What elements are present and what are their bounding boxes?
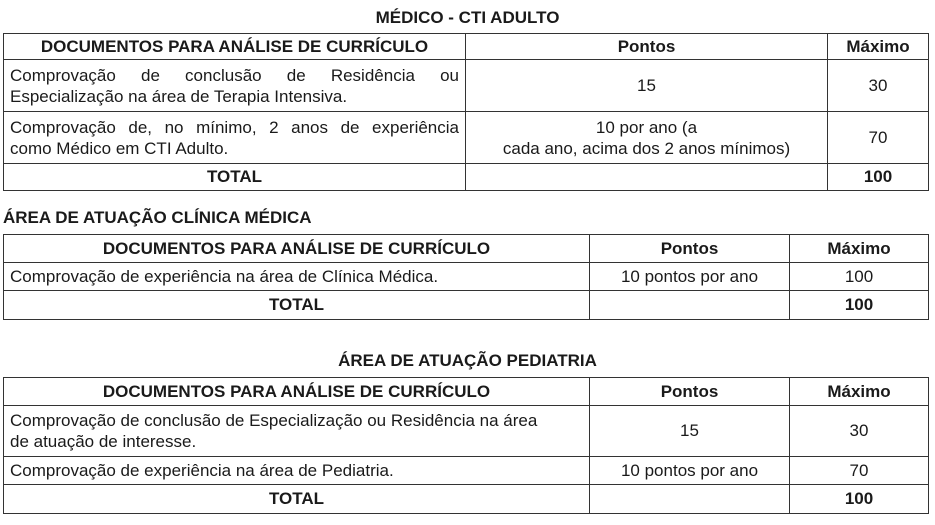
pontos-value: 10 pontos por ano xyxy=(590,263,790,291)
total-row xyxy=(4,485,929,514)
total-row xyxy=(4,291,929,320)
total-empty-cell xyxy=(466,164,828,191)
section1-table xyxy=(3,33,929,191)
header-documents: DOCUMENTOS PARA ANÁLISE DE CURRÍCULO xyxy=(4,378,590,406)
table-header-row xyxy=(4,378,929,406)
section1-title: MÉDICO - CTI ADULTO xyxy=(375,8,560,27)
maximo-value: 100 xyxy=(790,263,929,291)
document-description: Comprovação de experiência na área de Pediatria. xyxy=(4,457,590,485)
maximo-value: 70 xyxy=(828,112,929,164)
section3-title: ÁREA DE ATUAÇÃO PEDIATRIA xyxy=(338,351,597,370)
table-row xyxy=(4,263,929,291)
table-row xyxy=(4,406,929,457)
header-pontos: Pontos xyxy=(590,235,790,263)
total-value: 100 xyxy=(790,291,929,320)
header-documents: DOCUMENTOS PARA ANÁLISE DE CURRÍCULO xyxy=(4,235,590,263)
maximo-value: 30 xyxy=(828,60,929,112)
total-label: TOTAL xyxy=(4,485,590,514)
total-label: TOTAL xyxy=(4,291,590,320)
pontos-value: 15 xyxy=(590,406,790,457)
total-empty-cell xyxy=(590,291,790,320)
pontos-value: 15 xyxy=(466,60,828,112)
pontos-value: 10 por ano (a cada ano, acima dos 2 anos mínimos) xyxy=(466,112,828,164)
document-description: Comprovação de experiência na área de Clínica Médica. xyxy=(4,263,590,291)
header-maximo: Máximo xyxy=(790,378,929,406)
total-value: 100 xyxy=(790,485,929,514)
header-pontos: Pontos xyxy=(466,34,828,60)
header-maximo: Máximo xyxy=(790,235,929,263)
pontos-value: 10 pontos por ano xyxy=(590,457,790,485)
section2-table xyxy=(3,234,929,320)
maximo-value: 70 xyxy=(790,457,929,485)
table-header-row xyxy=(4,235,929,263)
header-documents: DOCUMENTOS PARA ANÁLISE DE CURRÍCULO xyxy=(4,34,466,60)
table-header-row xyxy=(4,34,929,60)
table-row xyxy=(4,112,929,164)
section3-table xyxy=(3,377,929,514)
document-description: Comprovação de conclusão de Especialização ou Residência na área de atuação de interesse. xyxy=(4,406,590,457)
total-value: 100 xyxy=(828,164,929,191)
maximo-value: 30 xyxy=(790,406,929,457)
table-row xyxy=(4,457,929,485)
table-row xyxy=(4,60,929,112)
total-row xyxy=(4,164,929,191)
header-pontos: Pontos xyxy=(590,378,790,406)
document-description: Comprovação de, no mínimo, 2 anos de experiência como Médico em CTI Adulto. xyxy=(4,112,466,164)
total-label: TOTAL xyxy=(4,164,466,191)
total-empty-cell xyxy=(590,485,790,514)
section2-title: ÁREA DE ATUAÇÃO CLÍNICA MÉDICA xyxy=(3,208,312,227)
header-maximo: Máximo xyxy=(828,34,929,60)
document-description: Comprovação de conclusão de Residência ou Especialização na área de Terapia Intensiva. xyxy=(4,60,466,112)
